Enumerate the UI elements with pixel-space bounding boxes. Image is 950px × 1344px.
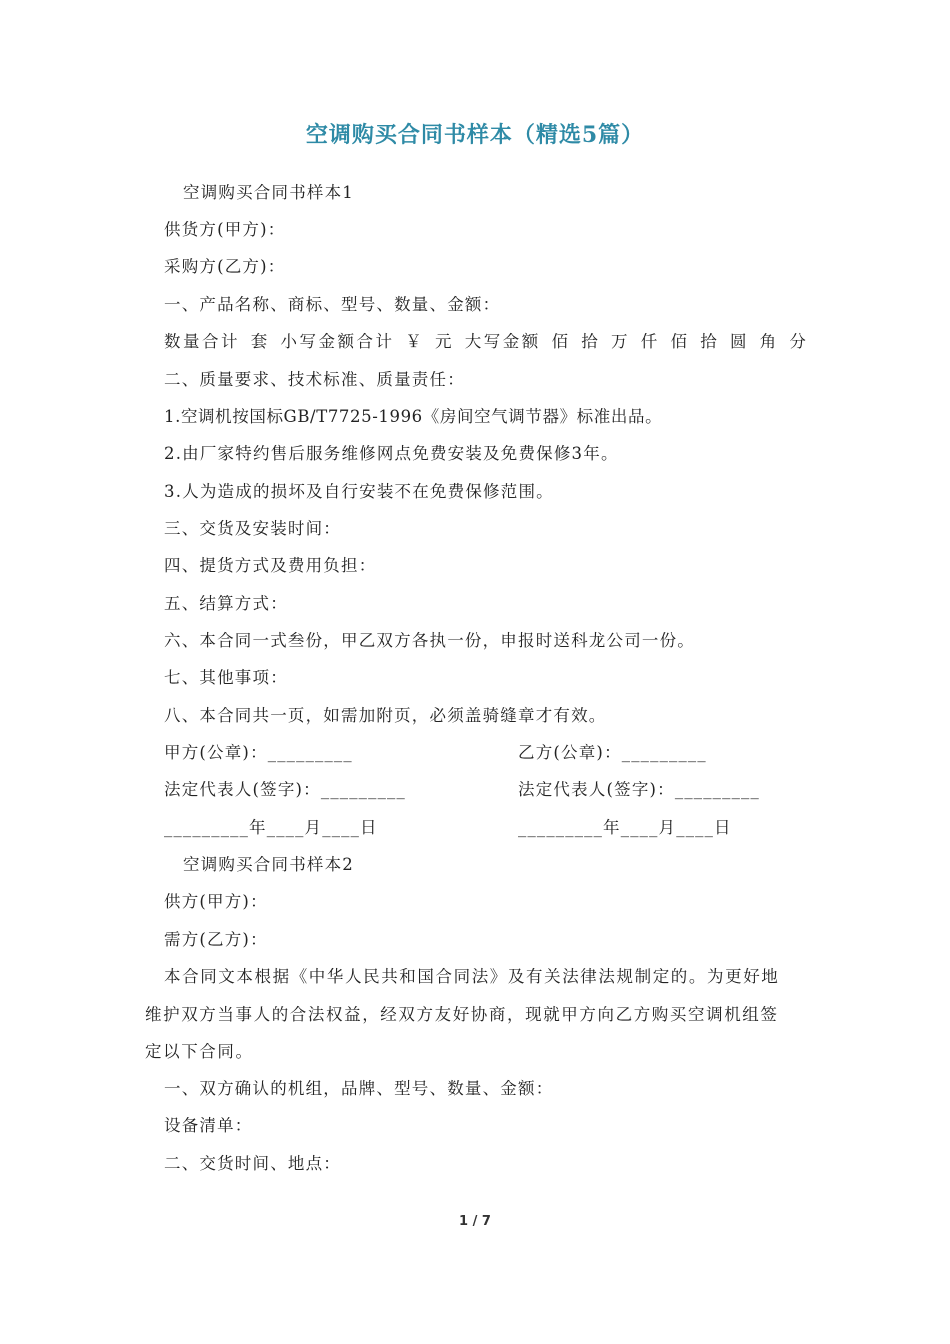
intro-line: 维护双方当事人的合法权益，经双方友好协商，现就甲方向乙方购买空调机组签 [145,1004,779,1024]
intro-line: 本合同文本根据《中华人民共和国合同法》及有关法律法规制定的。为更好地 [164,967,780,986]
equipment-list-label: 设备清单： [164,1116,253,1135]
party-a-date: _________年____月____日 [164,818,378,837]
sample2-supplier-line: 供方(甲方)： [164,892,268,911]
sample1-heading: 空调购买合同书样本1 [183,183,354,202]
party-b-date: _________年____月____日 [518,818,732,837]
quality-item-2: 2.由厂家特约售后服务维修网点免费安装及免费保修3年。 [164,444,619,463]
section-6-text: 六、本合同一式叁份，甲乙双方各执一份，申报时送科龙公司一份。 [164,631,695,650]
page-indicator: 1 / 7 [459,1214,491,1229]
section-3-heading: 三、交货及安装时间： [164,519,341,538]
sample2-section-1-heading: 一、双方确认的机组，品牌、型号、数量、金额： [164,1079,554,1098]
party-a-seal: 甲方(公章)：_________ [164,743,353,762]
quality-item-1: 1.空调机按国标GB/T7725-1996《房间空气调节器》标准出品。 [164,407,663,426]
section-1-heading: 一、产品名称、商标、型号、数量、金额： [164,295,501,314]
sample2-section-2-heading: 二、交货时间、地点： [164,1154,341,1173]
section-2-heading: 二、质量要求、技术标准、质量责任： [164,370,465,389]
party-b-representative: 法定代表人(签字)：_________ [518,780,760,799]
party-b-seal: 乙方(公章)：_________ [518,743,707,762]
section-7-heading: 七、其他事项： [164,668,288,687]
sample2-buyer-line: 需方(乙方)： [164,930,268,949]
sample2-intro-paragraph [145,958,808,1071]
page-title: 空调购买合同书样本（精选5篇） [305,122,645,148]
sample2-heading: 空调购买合同书样本2 [183,855,354,874]
section-4-heading: 四、提货方式及费用负担： [164,556,377,575]
party-a-representative: 法定代表人(签字)：_________ [164,780,406,799]
buyer-line: 采购方(乙方)： [164,257,286,276]
quality-item-3: 3.人为造成的损坏及自行安装不在免费保修范围。 [164,482,554,501]
amount-line: 数量合计 套 小写金额合计 ￥ 元 大写金额 佰 拾 万 仟 佰 拾 圆 角 分 [164,332,809,351]
section-8-text: 八、本合同共一页，如需加附页，必须盖骑缝章才有效。 [164,706,607,725]
section-5-heading: 五、结算方式： [164,594,288,613]
supplier-line: 供货方(甲方)： [164,220,286,239]
intro-line: 定以下合同。 [145,1042,254,1061]
